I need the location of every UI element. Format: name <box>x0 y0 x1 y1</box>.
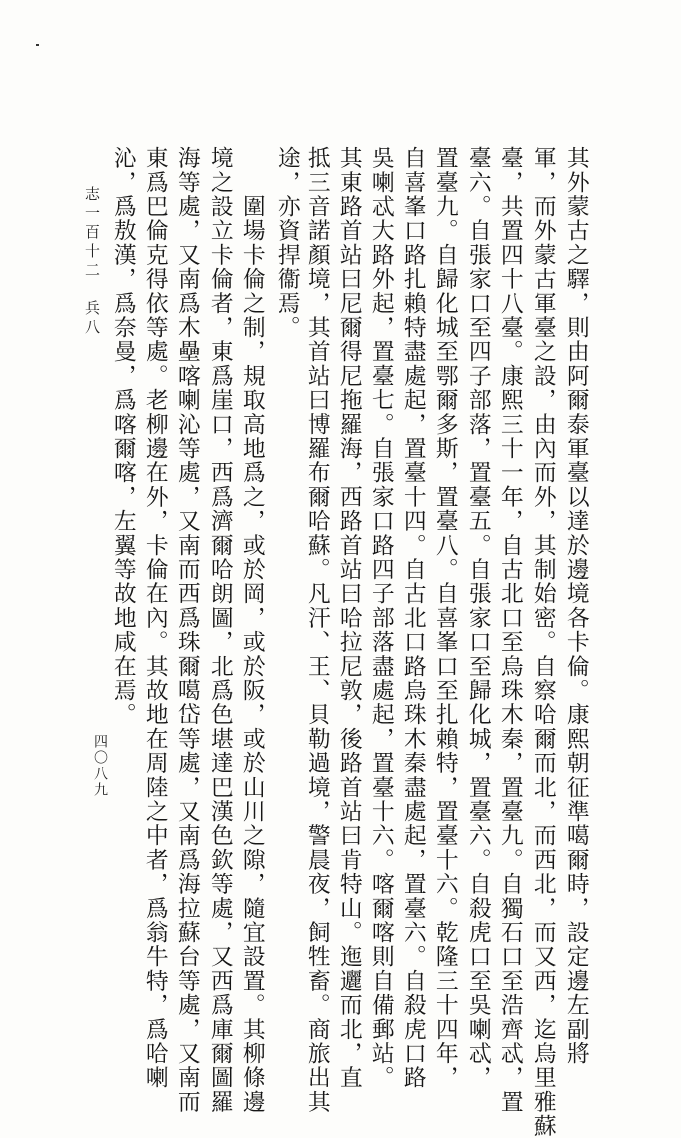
text-column-12: 境之設立卡倫者，東爲崖口，西爲濟爾哈朗圖，北爲色堪達巴漢色欽等處，又西爲庫爾圖羅 <box>206 146 233 1114</box>
text-column-4: 臺六。自張家口至四子部落，置臺五。自張家口至歸化城，置臺六。自殺虎口至吳喇忒， <box>464 146 491 1090</box>
volume-marker: 志一百十二 兵八 <box>83 186 101 338</box>
page-number: 四〇八九 <box>92 734 108 798</box>
text-column-11: 圍場卡倫之制，規取高地爲之，或於岡，或於阪，或於山川之隙，隨宜設置。其柳條邊 <box>238 146 265 1114</box>
text-column-7: 吳喇忒大路外起，置臺七。自張家口路四子部落盡處起，置臺十六。喀爾喀則自備郵站。 <box>367 146 394 1090</box>
text-column-5: 置臺九。自歸化城至鄂爾多斯，置臺八。自喜峯口至扎賴特，置臺十六。乾隆三十四年， <box>431 146 458 1090</box>
text-column-15: 沁，爲敖漢，爲奈曼，爲喀爾喀，左翼等故地咸在焉。 <box>109 146 136 727</box>
ink-speck <box>36 44 39 46</box>
text-column-6: 自喜峯口路扎賴特盡處起，置臺十四。自古北口路烏珠木秦盡處起，置臺六。自殺虎口路 <box>399 146 426 1090</box>
text-column-2: 軍，而外蒙古軍臺之設，由內而外，其制始密。自察哈爾而北，而西北，而又西，迄烏里雅蘇 <box>529 146 556 1138</box>
text-column-9: 抵三音諾顏境，其首站曰博羅布爾哈蘇。凡汗、王、貝勒過境，警晨夜，飼牲畜。商旅出其 <box>303 146 330 1114</box>
text-column-8: 其東路首站曰尼爾得尼拖羅海，西路首站曰哈拉尼敦，後路首站曰肯特山。迤邐而北，直 <box>335 146 362 1090</box>
text-column-14: 東爲巴倫克得依等處。老柳邊在外，卡倫在內。其故地在周陸之中者，爲翁牛特，爲哈喇 <box>141 146 168 1090</box>
text-column-10: 途，亦資捍衞焉。 <box>273 146 300 340</box>
text-column-1: 其外蒙古之驛，則由阿爾泰軍臺以達於邊境各卡倫。康熙朝征準噶爾時，設定邊左副將 <box>562 146 589 1066</box>
text-column-13: 海等處，又南爲木壘喀喇沁等處，又南而西爲珠爾噶岱等處，又南爲海拉蘇台等處，又南而 <box>173 146 200 1114</box>
text-column-3: 臺，共置四十八臺。康熙三十一年，自古北口至烏珠木秦，置臺九。自獨石口至浩齊忒，置 <box>496 146 523 1114</box>
